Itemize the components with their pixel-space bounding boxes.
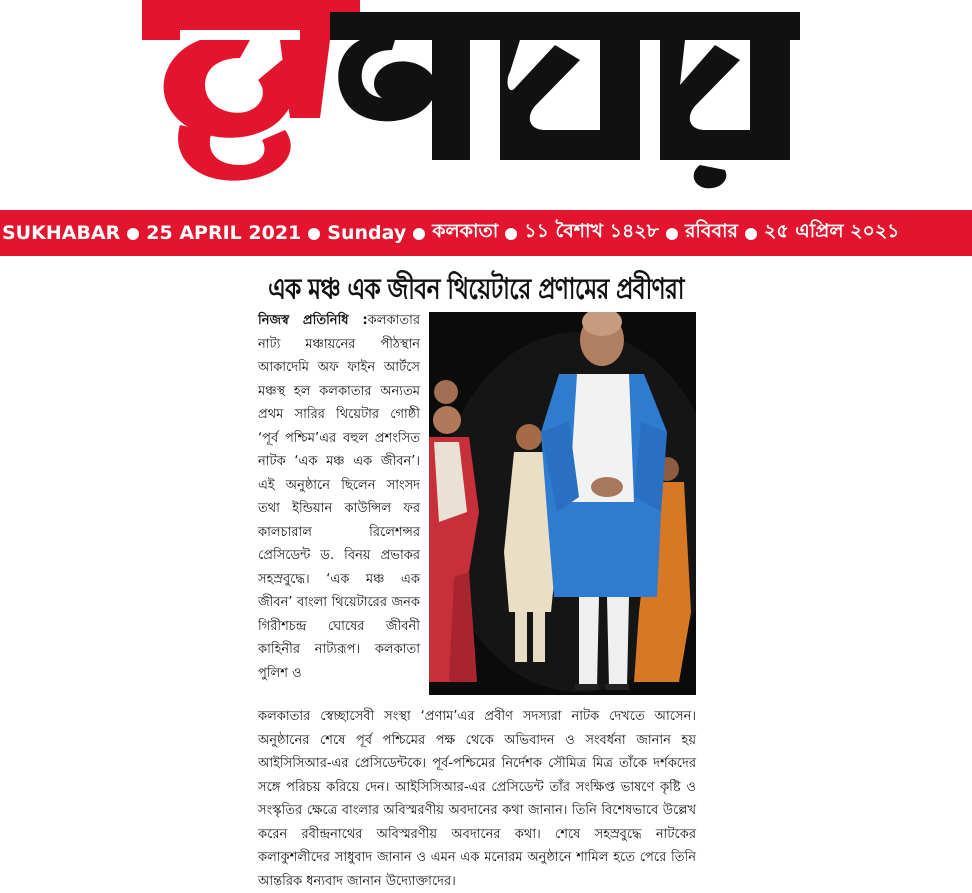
dateline-date-en: 25 APRIL 2021 bbox=[146, 222, 302, 244]
stage-photo-image bbox=[429, 312, 696, 695]
bullet-dot bbox=[505, 228, 517, 240]
bullet-dot bbox=[413, 228, 425, 240]
article-byline: নিজস্ব প্রতিনিধি : bbox=[258, 313, 368, 328]
article-headline: এক মঞ্চ এক জীবন থিয়েটারে প্রণামের প্রবীণরা bbox=[268, 273, 684, 306]
dateline-city-bn: কলকাতা bbox=[432, 220, 499, 242]
article-continuation: কলকাতার স্বেচ্ছাসেবী সংস্থা ‘প্রণাম’এর প্রবীণ সদস্যরা নাটক দেখতে আসেন। অনুষ্ঠানের শেষে পূর্ব পশ্চিমের পক্ষ থেকে অভিবাদন ও সংবর্ধনা জানান হয় আইসিসিআর-এর প্রেসিডেন্টকে। পূর্ব-পশ্চিমের নির্দেশক সৌমিত্র মিত্র তাঁকে দর্শকদের সঙ্গে পরিচয় করিয়ে দেন। আইসিসিআর-এর প্রেসিডেন্ট তাঁর সংক্ষিপ্ত ভাষণে কৃষ্টি ও সংস্কৃতির ক্ষেত্রে বাংলার অবিস্মরণীয় অবদানের কথা জানান। তিনি বিশেষভাবে উল্লেখ করেন রবীন্দ্রনাথের অবিস্মরণীয় অবদানের কথা। শেষে সহস্রবুদ্ধে নাটকের কলাকুশলীদের সাধুবাদ জানান ও এমন এক মনোরম অনুষ্ঠানে শামিল হতে পেরে তিনি আন্তরিক ধন্যবাদ জানান উদ্যোক্তাদের। bbox=[258, 709, 696, 889]
article-body bbox=[258, 309, 696, 889]
masthead bbox=[0, 0, 972, 200]
bullet-dot bbox=[127, 228, 139, 240]
dateline-day-en: Sunday bbox=[327, 222, 407, 244]
dateline-bar bbox=[0, 210, 972, 256]
bullet-dot bbox=[666, 228, 678, 240]
bullet-dot bbox=[745, 228, 757, 240]
dateline-paper: SUKHABAR bbox=[2, 222, 121, 244]
dateline-date-bn2: ২৫ এপ্রিল ২০২১ bbox=[763, 220, 900, 242]
dateline-day-bn: রবিবার bbox=[684, 220, 738, 242]
article-column bbox=[258, 309, 420, 685]
dateline-date-bn: ১১ বৈশাখ ১৪২৮ bbox=[524, 220, 659, 242]
article-column-text: কলকাতার নাট্য মঞ্চায়নের পীঠস্থান আকাদেমি অফ ফাইন আর্টসে মঞ্চস্থ হল কলকাতার অন্যতম প্রথম সারির থিয়েটার গোষ্ঠী ‘পূর্ব পশ্চিম’এর বহুল প্রশংসিত নাটক ‘এক মঞ্চ এক জীবন’। এই অনুষ্ঠানে ছিলেন সাংসদ তথা ইন্ডিয়ান কাউন্সিল ফর কালচারাল রিলেশন্সর প্রেসিডেন্ট ড. বিনয় প্রভাকর সহস্রবুদ্ধে। ‘এক মঞ্চ এক জীবন’ বাংলা থিয়েটারের জনক গিরীশচন্দ্র ঘোষের জীবনী কাহিনীর নাট্যরূপ। কলকাতা পুলিশ ও bbox=[258, 313, 420, 681]
sukhabar-logo bbox=[0, 0, 972, 200]
article-photo bbox=[429, 312, 696, 695]
bullet-dot bbox=[308, 228, 320, 240]
